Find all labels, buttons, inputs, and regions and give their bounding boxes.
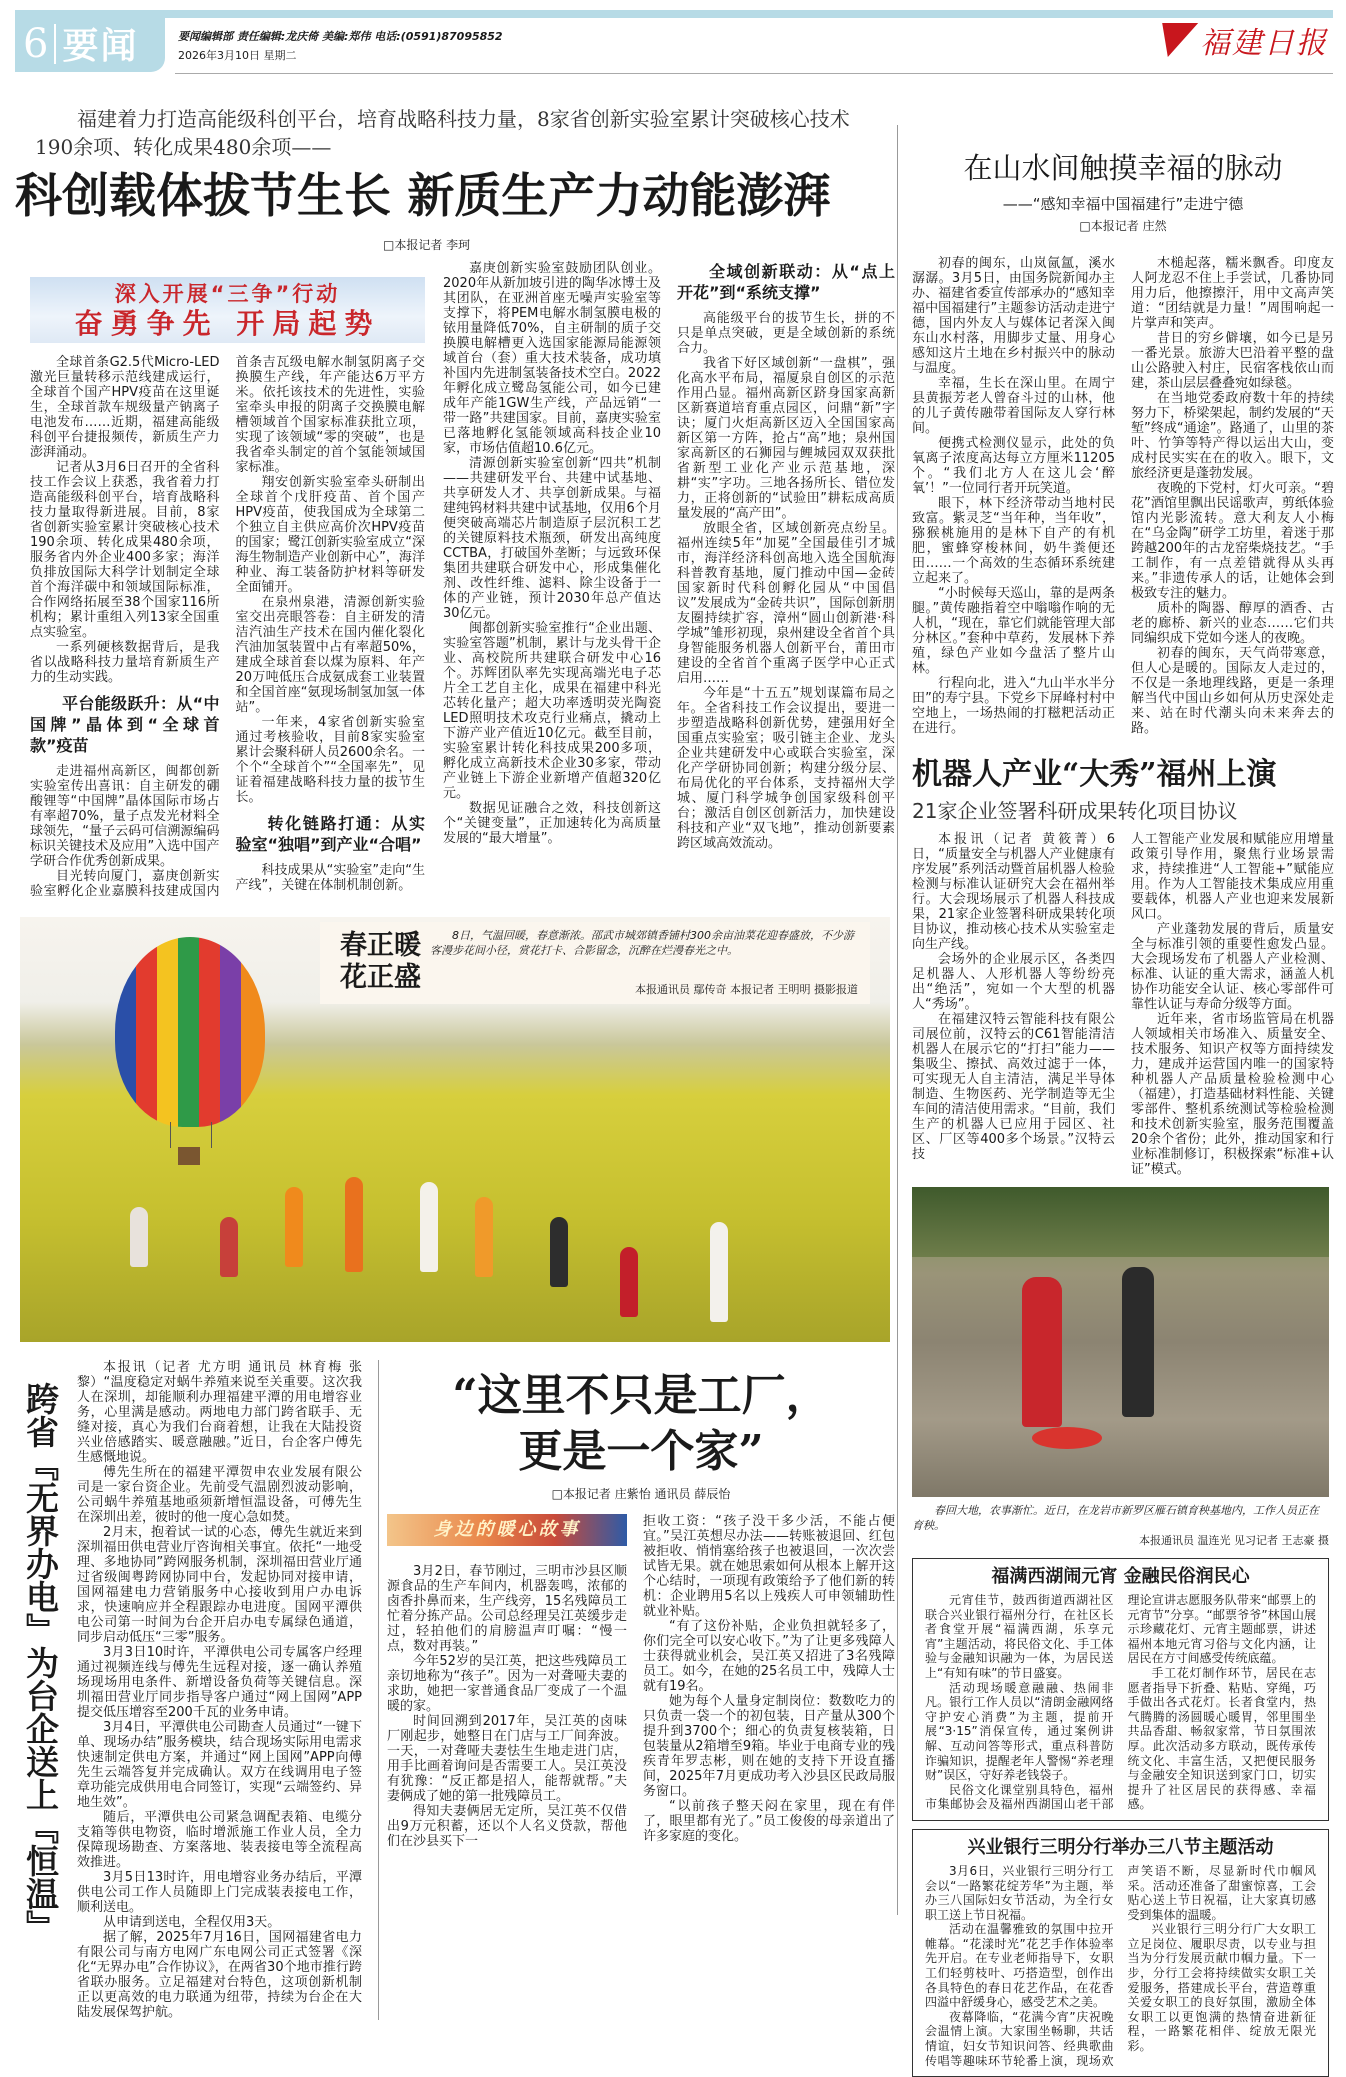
- paragraph: 3月3日10时许，平潭供电公司专属客户经理通过视频连线与傅先生远程对接，逐一确认养殖场现场用电条件、新增设备负荷等关键信息。深圳福田营业厅同步指导客户通过“网上国网”APP提交低压增容至200千瓦的业务申请。: [77, 1645, 362, 1720]
- paragraph: 本报讯（记者 黄筱菁）6日，“质量安全与机器人产业健康有序发展”系列活动暨首届机器人检验检测与标准认证研究大会在福州举行。大会现场展示了机器人科技成果，21家企业签署科研成果转化项目协议，推动核心技术从实验室走向生产线。: [912, 832, 1115, 952]
- banner-line2: 奋勇争先 开局起势: [74, 307, 381, 340]
- main-divider: [897, 125, 898, 1915]
- headline-line1: “这里不只是工厂，: [452, 1370, 830, 1421]
- lead-columns-1-2: [30, 355, 425, 899]
- paragraph: 行程向北，进入“九山半水半分田”的寿宁县。下党乡下屏峰村村中空地上，一场热闹的打糍粑活动正在进行。: [912, 676, 1115, 736]
- photo-feature: [20, 917, 890, 1342]
- box-body: [925, 1864, 1316, 2068]
- paragraph: 活动现场暖意融融、热闹非凡。银行工作人员以“清朗金融网络 守护安心消费”为主题，提前开展“3·15”消保宣传，通过案例讲解、互动问答等形式，重点科普防诈骗知识，提醒老年人警惕“养老理财”误区，守好养老钱袋子。: [925, 1680, 1114, 1783]
- paragraph: 得知夫妻俩居无定所，吴江英不仅借出9万元积蓄，还以个人名义贷款，帮他们在沙县买下一: [387, 1804, 627, 1849]
- paragraph: 昔日的穷乡僻壤，如今已是另一番光景。旅游大巴沿着平整的盘山公路驶入村庄，民宿客栈依山而建，茶山层层叠叠宛如绿毯。: [1131, 331, 1334, 391]
- paragraph: 今年是“十五五”规划谋篇布局之年。全省科技工作会议提出，要进一步塑造战略科创新优势，建强用好全国重点实验室；吸引链主企业、龙头企业共建研发中心或联合实验室，深化产学研协同创新；构建分级分层、布局优化的平台体系，支持福州大学城、厦门科学城争创国家级科创平台；激活自创区创新活力，加快建设科技和产业“双飞地”，推动创新要素跨区域高效流动。: [677, 686, 895, 851]
- paragraph: 夜晚的下党村，灯火可亲。“碧花”酒馆里飘出民谣歌声，剪纸体验馆内光影流转。意大利友人小梅在“乌金陶”研学工坊里，着迷于那跨越200年的古龙窑柴烧技艺。“手工制作，有一点差错就得从头再来。”非遗传承人的话，让她体会到极致专注的魅力。: [1131, 481, 1334, 601]
- paragraph: 眼下，林下经济带动当地村民致富。紫灵芝“当年种，当年收”，猕猴桃施用的是林下自产的有机肥，蜜蜂穿梭林间，奶牛粪便还田……一个高效的生态循环系统建立起来了。: [912, 496, 1115, 586]
- paragraph: 3月4日，平潭供电公司勘查人员通过“一键下单、现场办结”服务模块，结合现场实际用电需求快速制定供电方案，并通过“网上国网”APP向傅先生云端答复并完成确认。双方在线调用电子签章功能完成供用电合同签订，实现“云端签约、异地生效”。: [77, 1720, 362, 1810]
- ningde-headline: 在山水间触摸幸福的脉动: [963, 151, 1283, 185]
- paragraph: 兴业银行三明分行广大女职工立足岗位、履职尽责，以专业与担当为分行发展贡献巾帼力量。下一步，分行工会将持续做实女职工关爱服务，搭建成长平台，营造尊重关爱女职工的良好氛围，激励全体女职工以更饱满的热情奋进新征程，一路繁花相伴、绽放无限光彩。: [1127, 1922, 1316, 2054]
- paragraph: 在泉州泉港，清源创新实验室交出亮眼答卷：自主研发的清洁汽油生产技术在国内催化裂化汽油加氢装置中占有率超50%，建成全球首套以煤为原料、年产20万吨低压合成氨成套工业装置和全国首座“氨现场制氢加氢一体站”。: [235, 595, 425, 715]
- caption-text: 春回大地，农事渐忙。近日，在龙岩市新罗区雁石镇育秧基地内，工作人员正在育秧。: [912, 1504, 1319, 1532]
- photo-caption-box: [320, 922, 870, 1004]
- family-story-columns: [387, 1514, 895, 1849]
- paragraph: 闽都创新实验室推行“企业出题、实验室答题”机制，累计与龙头骨干企业、高校院所共建联合研发中心16个。苏辉团队率先实现高端光电子芯片全工艺自主化，成果在福建中科光芯转化量产；超大功率透明荧光陶瓷LED照明技术攻克行业痛点，撬动上下游产业产值近10亿元。截至目前，实验室累计转化科技成果200多项，孵化成立高新技术企业30多家，带动产业链上下游企业新增产值超320亿元。: [443, 621, 661, 801]
- header-strip: [15, 10, 1333, 18]
- paragraph: 一年来，4家省创新实验室通过考核验收，目前8家实验室累计会聚科研人员2600余名。一个个“全球首个”“全国率先”，见证着福建战略科技力量的拔节生长。: [235, 715, 425, 805]
- paragraph-group: [912, 832, 1115, 1162]
- left-area: [15, 105, 895, 2020]
- column-divider: [378, 1360, 379, 2020]
- person: [550, 1217, 568, 1287]
- worker: [1122, 1267, 1154, 1417]
- photo-caption: 8日，气温回暖，春意渐浓。邵武市城郊镇香铺村300余亩油菜花迎春盛放，不少游客漫步花间小径，赏花打卡、合影留念，沉醉在烂漫春光之中。: [430, 929, 854, 957]
- balloon-basket: [178, 1147, 200, 1165]
- right-area: [912, 150, 1334, 2077]
- logo-flag-icon: [1150, 23, 1198, 57]
- header-rule: [175, 73, 1333, 74]
- power-story-headline: 跨省『无界办电』为台企送上『恒温』: [21, 1382, 60, 1943]
- womens-day-box: [912, 1829, 1329, 2077]
- paragraph: 2月末，抱着试一试的心态，傅先生就近来到深圳福田供电营业厅咨询相关事宜。依托“一地受理、多地协同”跨网服务机制，深圳福田营业厅通过省级闽粤跨网协同中台，发起协同对接申请，国网福建电力营销服务中心接收到用户办电诉求，快速响应并全程跟踪办电进度。国网平潭供电公司第一时间为台企开启办电专属绿色通道，同步启动低压“三零”服务。: [77, 1525, 362, 1645]
- tree-line: [912, 1187, 1329, 1257]
- paragraph: 夜幕降临，“花满今宵”庆祝晚会温情上演。大家围坐畅聊，共话情谊，妇女节知识问答、经典歌曲传唱等趣味环节轮番上演，现场欢声笑语不断，尽显新时代巾帼风采。活动还准备了甜蜜惊喜，工会贴心送上节日祝福，让大家真切感受到集体的温暖。: [925, 1863, 1316, 2068]
- person: [710, 1222, 728, 1322]
- lead-intro: 福建着力打造高能级科创平台，培育战略科技力量，8家省创新实验室累计突破核心技术190余项、转化成果480余项——: [35, 107, 850, 159]
- paragraph: 元宵佳节，鼓西街道西湖社区联合兴业银行福州分行，在社区长者食堂开展“福满西湖，乐享元宵”主题活动，将民俗文化、手工体验与金融知识融为一体，为居民送上“有知有味”的节日盛宴。: [925, 1593, 1114, 1680]
- paragraph: 嘉庚创新实验室鼓励团队创业。2020年从新加坡引进的陶华冰博士及其团队，在亚洲首座无噪声实验室等支撑下，将PEM电解水制氢膜电极的铱用量降低70%，自主研制的质子交换膜电解槽更入选国家能源局能源领域首台（套）重大技术装备，成功填补国内先进制氢装备技术空白。2022年孵化成立鹭岛氢能公司，如今已建成年产能1GW生产线，产品远销“一带一路”共建国家。目前，嘉庚实验室已落地孵化氢能领域高科技企业10家，市场估值超10.6亿元。: [443, 261, 661, 456]
- paragraph-group: [387, 1564, 627, 1849]
- divider: [54, 24, 56, 64]
- paragraph: 手工花灯制作环节，居民在志愿者指导下折叠、粘贴、穿绳，巧手做出各式花灯。长者食堂内，热气腾腾的汤圆暖心暖胃，邻里围坐共品香甜、畅叙家常，节日氛围浓厚。此次活动多方联动，既传承传统文化、丰富生活，又把便民服务与金融安全知识送到家门口，切实提升了社区居民的获得感、幸福感。: [1127, 1665, 1316, 1812]
- photo-title: [340, 930, 421, 994]
- issue-date: 2026年3月10日 星期二: [178, 49, 297, 62]
- paragraph: 3月6日，兴业银行三明分行工会以“一路繁花绽芳华”为主题，举办三八国际妇女节活动，为全行女职工送上节日祝福。: [925, 1863, 1114, 1922]
- paragraph: 幸福，生长在深山里。在周宁县黄振芳老人曾奋斗过的山林，他的儿子黄传融带着国际友人穿行林间。: [912, 376, 1115, 436]
- campaign-banner: [30, 277, 425, 343]
- paragraph: 本报讯（记者 尤方明 通讯员 林育梅 张黎）“温度稳定对蜗牛养殖来说至关重要。这次我人在深圳，却能顺利办理福建平潭的用电增容业务，心里满是感动。两地电力部门跨省联手、无缝对接，真心为我们台商着想，让我在大陆投资兴业倍感踏实、暖意融融。”近日，台企客户傅先生感慨地说。: [77, 1360, 362, 1465]
- paragraph: 今年52岁的吴江英，把这些残障员工亲切地称为“孩子”。因为一对聋哑夫妻的求助，她把一家普通食品厂变成了一个温暖的家。: [387, 1654, 627, 1714]
- person: [130, 1207, 148, 1267]
- box-title: 福满西湖闹元宵 金融民俗润民心: [991, 1566, 1250, 1587]
- paragraph: 3月5日13时许，用电增容业务办结后，平潭供电公司工作人员随即上门完成装表接电工作，顺利送电。: [77, 1870, 362, 1915]
- person: [220, 1217, 238, 1277]
- bottom-stories: [15, 1360, 895, 2020]
- paragraph: 记者从3月6日召开的全省科技工作会议上获悉，我省着力打造高能级科创平台，培育战略科技力量取得新进展。目前，8家省创新实验室累计突破核心技术190余项、转化成果480余项，服务省内外企业400多家；海洋负排放国际大科学计划制定全球首个海洋碳中和领域国际标准，合作网络拓展至38个国家116所机构；累计重组入列13家全国重点实验室。: [30, 460, 220, 640]
- ningde-byline: □本报记者 庄然: [1079, 219, 1167, 233]
- logo-text: 福建日报: [1200, 26, 1328, 61]
- paragraph: 数据见证融合之效，科技创新这个“关键变量”，正加速转化为高质量发展的“最大增量”。: [443, 801, 661, 846]
- lantern-festival-box: [912, 1558, 1329, 1821]
- box-body: [925, 1593, 1316, 1812]
- paragraph: 质朴的陶器、醇厚的酒香、古老的廊桥、新兴的业态……它们共同编织成下党如今迷人的夜晚。: [1131, 601, 1334, 646]
- robot-headline: 机器人产业“大秀”福州上演: [912, 757, 1277, 792]
- paragraph: 清源创新实验室创新“四共”机制——共建研发平台、共建中试基地、共享研发人才、共享创新成果。与福建纯钨材料共建中试基地，仅用6个月便突破高端芯片制造原子层沉积工艺的关键原料技术瓶颈，研发出高纯度CCTBA，打破国外垄断；与远致环保集团共建联合研发中心，形成集催化剂、改性纤维、滤料、除尘设备于一体的产业链，预计2030年总产值达30亿元。: [443, 456, 661, 621]
- paragraph: 据了解，2025年7月16日，国网福建省电力有限公司与南方电网广东电网公司正式签署《深化“无界办电”合作协议》，在两省30个地市推行跨省联办服务。立足福建对台特色，这项创新机制正以更高效的电力联通为纽带，持续为台企在大陆发展保驾护航。: [77, 1930, 362, 2020]
- paragraph: 在福建汉特云智能科技有限公司展位前，汉特云的C61智能清洁机器人在展示它的“打扫”能力——集吸尘、擦拭、高效过滤于一体，可实现无人自主清洁，满足半导体制造、生物医药、光学制造等无尘车间的清洁使用需求。“目前，我们生产的机器人已应用于园区、社区、厂区等400多个场景。”汉特云技: [912, 1012, 1115, 1162]
- person: [285, 1187, 303, 1267]
- lead-columns-3-4: [443, 261, 895, 853]
- paragraph: 从申请到送电，全程仅用3天。: [103, 1915, 281, 1930]
- family-story: [387, 1360, 895, 1849]
- paragraph: 全球首条G2.5代Micro-LED激光巨量转移示范线建成运行，全球首个国产HPV疫苗在这里诞生，全球首款车规级量产钠离子电池发布……近期，福建高能级科创平台捷报频传，新质生产力澎湃涌动。: [30, 355, 220, 460]
- photo-credit: 本报通讯员 鄢传奇 本报记者 王明明 摄影报道: [635, 983, 858, 996]
- paragraph: 3月2日，春节刚过，三明市沙县区顺源食品的生产车间内，机器轰鸣，浓郁的卤香扑鼻而来，生产线旁，15名残障员工忙着分拣产品。公司总经理吴江英缓步走过，轻拍他们的肩膀温声叮嘱：“慢一点，数对再装。”: [387, 1564, 627, 1654]
- paragraph: 放眼全省，区域创新亮点纷呈。福州连续5年“加冕”全国最佳引才城市，海洋经济科创高地入选全国航海科普教育基地，厦门推动中国—金砖国家新时代科创孵化园从“中国倡议”发展成为“金砖共识”，国际创新朋友圈持续扩容，漳州“圆山创新港·科学城”雏形初现，泉州建设全省首个具身智能服务机器人创新平台，莆田市建设的全省首个重离子医学中心正式启用……: [677, 521, 895, 686]
- section-name: 要闻: [62, 26, 139, 67]
- column-banner: 身边的暖心故事: [387, 1514, 627, 1546]
- person: [620, 1247, 638, 1317]
- ningde-body: [912, 256, 1334, 736]
- section-tag: [15, 15, 165, 72]
- lead-headline: 科创载体拔节生长 新质生产力动能澎湃: [15, 169, 831, 224]
- section-subhead: 全域创新联动：从“点上开花”到“系统支撑”: [677, 262, 895, 302]
- paragraph-group: [1131, 922, 1334, 1177]
- paragraph: 活动在温馨雅致的氛围中拉开帷幕。“花漾时光”花艺手作体验率先开启。在专业老师指导下，女职工们轻剪枝叶、巧搭造型，创作出各具特色的春日花艺作品，在花香四溢中舒缓身心，感受艺术之美。: [925, 1922, 1114, 2010]
- caption-credit: 本报通讯员 温连光 见习记者 王志豪 摄: [1139, 1534, 1329, 1547]
- newspaper-logo: [1156, 18, 1328, 62]
- person: [475, 1197, 493, 1277]
- paragraph-group: [643, 1619, 895, 1844]
- paragraph: “小时候每天巡山，靠的是两条腿。”黄传融指着空中嗡嗡作响的无人机，“现在，靠它们就能管理大部分林区。”套种中草药，发展林下养殖，绿色产业如今盘活了整片山林。: [912, 586, 1115, 676]
- paragraph: 人工智能产业发展和赋能应用增量政策引导作用，聚焦行业场景需求，持续推进“人工智能+”赋能应用。作为人工智能技术集成应用重要载体，机器人产业也迎来发展新风口。: [1131, 832, 1334, 922]
- seed-basin: [1032, 1427, 1102, 1449]
- photo-title-line1: 春正暖: [340, 930, 421, 961]
- paragraph: 产业蓬勃发展的背后，质量安全与标准引领的重要性愈发凸显。大会现场发布了机器人产业检测、标准、认证的重大需求，涵盖人机协作功能安全认证、核心零部件可靠性认证与寿命分级等方面。: [1131, 922, 1334, 1012]
- paragraph: 走进福州高新区，闽都创新实验室传出喜讯：自主研发的硼酸锂等“中国牌”晶体国际市场占有率超70%，量子点发光材料全球领先，“量子云码可信溯源编码标识关键技术及应用”入选中国产学研合作优秀创新成果。: [30, 764, 220, 869]
- family-story-right: [643, 1514, 895, 1844]
- paragraph: 初春的闽东，天气尚带寒意，但人心是暖的。国际友人走过的，不仅是一条地理线路，更是一条理解当代中国山乡如何从历史深处走来、站在时代潮头向未来奔去的路。: [1131, 646, 1334, 736]
- paragraph: “以前孩子整天闷在家里，现在有伴了，眼里都有光了。”员工俊俊的母亲道出了许多家庭的变化。: [643, 1799, 895, 1844]
- box-title: 兴业银行三明分行举办三八节主题活动: [967, 1836, 1274, 1858]
- section-subhead: 转化链路打通：从实验室“独唱”到产业“合唱”: [235, 814, 425, 854]
- paragraph: 科技成果从“实验室”走向“生产线”，关键在体制机制创新。: [235, 863, 425, 893]
- robot-subtitle: 21家企业签署科研成果转化项目协议: [912, 799, 1238, 823]
- ningde-subtitle: ——“感知幸福中国福建行”走进宁德: [1002, 195, 1244, 213]
- paragraph: 初春的闽东，山岚氤氲，溪水潺潺。3月5日，由国务院新闻办主办、福建省委宣传部承办的“感知幸福中国福建行”主题参访活动走进宁德，国内外友人与媒体记者深入闽东山水村落，用脚步丈量、用身心感知这片土地在乡村振兴中的脉动与温度。: [912, 256, 1115, 376]
- paragraph: “有了这份补贴，企业负担就轻多了，你们完全可以安心收下。”为了让更多残障人士获得就业机会，吴江英又招进了3名残障员工。如今，在她的25名员工中，残障人士就有19名。: [643, 1619, 895, 1694]
- paragraph: 翔安创新实验室牵头研制出全球首个戊肝疫苗、首个国产HPV疫苗，使我国成为全球第二个独立自主供应高价次HPV疫苗的国家；鹭江创新实验室成立“深海生物制造产业创新中心”，海洋种业、海工装备防护材料等研发全面铺开。: [235, 475, 425, 595]
- balloon-ropes: [170, 1122, 212, 1148]
- paragraph: 在当地党委政府数十年的持续努力下，桥梁架起，制约发展的“天堑”终成“通途”。路通了，山里的茶叶、竹笋等特产得以运出大山，变成村民实实在在的收入。眼下，文旅经济更是蓬勃发展。: [1131, 391, 1334, 481]
- photo-title-line2: 花正盛: [340, 962, 421, 993]
- paragraph: 傅先生所在的福建平潭贺申农业发展有限公司是一家台资企业。先前受气温剧烈波动影响，公司蜗牛养殖基地亟须新增恒温设备，可傅先生在深圳出差，彼时的他一度心急如焚。: [77, 1465, 362, 1525]
- lead-byline: □本报记者 李珂: [383, 238, 471, 252]
- robot-body: [912, 832, 1334, 1177]
- rice-seedling-photo: [912, 1187, 1329, 1497]
- paragraph: 会场外的企业展示区，各类四足机器人、人形机器人等纷纷亮出“绝活”，宛如一个大型的机器人“秀场”。: [912, 952, 1115, 1012]
- family-story-headline: [387, 1368, 895, 1480]
- page-number: 6: [23, 20, 49, 67]
- family-story-byline: □本报记者 庄紫怡 通讯员 薛辰怡: [551, 1487, 731, 1501]
- person: [420, 1182, 438, 1272]
- paragraph: 一系列硬核数据背后，是我省以战略科技力量培育新质生产力的生动实践。: [30, 640, 220, 685]
- paragraph: 民俗文化课堂别具特色，福州市集邮协会及福州西湖国山老干部理论宣讲志愿服务队带来“邮票上的元宵节”分享。“邮票爷爷”林国山展示珍藏花灯、元宵主题邮票，讲述福州本地元宵习俗与文化内涵，让居民在方寸间感受传统底蕴。: [925, 1593, 1316, 1812]
- paragraph: 她为每个人量身定制岗位：数数吃力的只负责一袋一个的初包装，日产量从300个提升到3700个；细心的负责复核装箱，日包装量从2箱增至9箱。毕业于电商专业的残疾青年罗志彬，则在她的支持下开设直播间，2025年7月更成功考入沙县区民政局服务窗口。: [643, 1694, 895, 1799]
- paragraph: 木槌起落，糯米飘香。印度友人阿龙忍不住上手尝试，几番协同用力后，他擦擦汗，用中文高声笑道：“团结就是力量！”周围响起一片掌声和笑声。: [1131, 256, 1334, 331]
- hot-air-balloon: [115, 937, 265, 1127]
- section-subhead: 平台能级跃升：从“中国牌”晶体到“全球首款”疫苗: [30, 694, 220, 755]
- paragraph: 目光转向厦门，嘉庚创新实验室孵化企业嘉膜科技建成国内首条吉瓦级电解水制氢阴离子交换膜生产线，年产能达6万平方米。依托该技术的先进性，实验室牵头申报的阴离子交换膜电解槽领域首个国家标准获批立项，实现了该领域“零的突破”，也是我省牵头制定的首个氢能领域国家标准。: [30, 355, 425, 899]
- worker: [1022, 1277, 1062, 1427]
- lead-story-left: [30, 261, 425, 899]
- power-story-body: [77, 1360, 362, 2020]
- paragraph: 时间回溯到2017年，吴江英的卤味厂刚起步，她整日在门店与工厂间奔波。一天，一对聋哑夫妻怯生生地走进门店，用手比画着询问是否需要工人。吴江英没有犹豫：“反正都是招人，能帮就帮。”夫妻俩成了她的第一批残障员工。: [387, 1714, 627, 1804]
- headline-line2: 更是一个家”: [518, 1426, 764, 1477]
- paragraph: 便携式检测仪显示，此处的负氧离子浓度高达每立方厘米11205个。“我们北方人在这儿会‘醉氧’！”一位同行者开玩笑道。: [912, 436, 1115, 496]
- paragraph: 我省下好区域创新“一盘棋”，强化高水平布局，福厦泉自创区的示范作用凸显。福州高新区跻身国家高新区新赛道培育重点园区，问鼎“新”字诀；厦门火炬高新区迈入全国国家高新区第一方阵，抢占“高”地；泉州国家高新区的石狮园与鲤城园双双获批省新型工业化产业示范基地，深耕“实”字功。三地各扬所长、错位发力，正将创新的“试验田”耕耘成高质量发展的“高产田”。: [677, 356, 895, 521]
- farm-photo-caption: [912, 1503, 1329, 1548]
- editor-line: 要闻编辑部 责任编辑:龙庆倚 美编:郑伟 电话:(0591)87095852: [178, 30, 503, 43]
- lead-story-body: [15, 261, 895, 899]
- banner-line1: 深入开展“三争”行动: [114, 282, 341, 306]
- person: [345, 1177, 363, 1272]
- family-story-left: [387, 1514, 627, 1849]
- power-story: [15, 1360, 370, 2020]
- lead-story-right: [443, 261, 895, 853]
- paragraph: 拒收工资：“孩子没干多少活，不能占便宜。”吴江英想尽办法——转账被退回、红包被拒收、悄悄塞给孩子也被退回，一次次尝试皆无果。就在她思索如何从根本上解开这个心结时，一项现有政策给予了他们新的转机：企业聘用5名以上残疾人可申领辅助性就业补贴。: [643, 1514, 895, 1619]
- paragraph: 高能级平台的拔节生长，拼的不只是单点突破，更是全域创新的系统合力。: [677, 311, 895, 356]
- paragraph: 随后，平潭供电公司紧急调配表箱、电缆分支箱等供电物资，临时增派施工作业人员，全力保障现场勘查、方案落地、装表接电等全流程高效推进。: [77, 1810, 362, 1870]
- paragraph: 近年来，省市场监管局在机器人领域相关市场准入、质量安全、技术服务、知识产权等方面持续发力，建成并运营国内唯一的国家特种机器人产品质量检验检测中心（福建），打造基础材料性能、关键零部件、整机系统测试等检验检测和技术创新实验室，服务范围覆盖20余个省份；此外，推动国家和行业标准制修订，积极探索“标准+认证”模式。: [1131, 1012, 1334, 1177]
